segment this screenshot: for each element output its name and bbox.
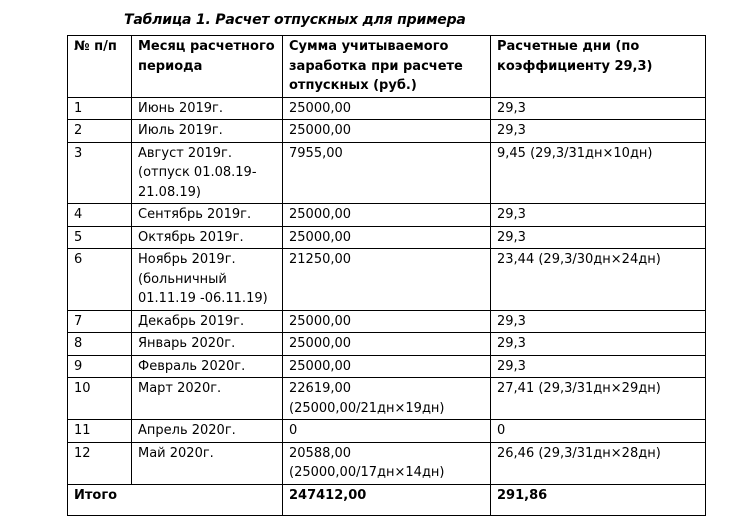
table-row [68,378,706,420]
cell-days: 27,41 (29,3/31дн×29дн) [491,378,706,420]
cell-days: 0 [491,420,706,443]
table-row [68,120,706,143]
cell-days: 29,3 [491,97,706,120]
cell-num: 8 [68,333,132,356]
header-month: Месяц расчетного периода [132,36,283,98]
vacation-pay-table [67,35,706,516]
cell-days: 23,44 (29,3/30дн×24дн) [491,249,706,311]
cell-sum: 25000,00 [283,226,491,249]
cell-month: Июль 2019г. [132,120,283,143]
table-row [68,333,706,356]
cell-month: Декабрь 2019г. [132,310,283,333]
cell-month: Март 2020г. [132,378,283,420]
cell-sum: 7955,00 [283,142,491,204]
header-sum: Сумма учитываемого заработка при расчете отпускных (руб.) [283,36,491,98]
cell-num: 7 [68,310,132,333]
cell-num: 2 [68,120,132,143]
table-row [68,249,706,311]
table-caption: Таблица 1. Расчет отпускных для примера [124,12,466,28]
total-label: Итого [68,484,283,515]
cell-month: Январь 2020г. [132,333,283,356]
cell-sum: 22619,00 (25000,00/21дн×19дн) [283,378,491,420]
cell-days: 29,3 [491,226,706,249]
cell-sum: 0 [283,420,491,443]
table-row [68,97,706,120]
table-row [68,420,706,443]
cell-num: 11 [68,420,132,443]
cell-sum: 25000,00 [283,204,491,227]
cell-days: 29,3 [491,204,706,227]
table-row [68,226,706,249]
total-row [68,484,706,515]
cell-sum: 25000,00 [283,120,491,143]
header-num: № п/п [68,36,132,98]
cell-sum: 21250,00 [283,249,491,311]
cell-days: 29,3 [491,355,706,378]
cell-month: Ноябрь 2019г. (больничный 01.11.19 -06.11.19) [132,249,283,311]
cell-month: Сентябрь 2019г. [132,204,283,227]
table-row [68,310,706,333]
cell-days: 29,3 [491,310,706,333]
cell-num: 4 [68,204,132,227]
cell-month: Август 2019г. (отпуск 01.08.19-21.08.19) [132,142,283,204]
total-sum: 247412,00 [283,484,491,515]
cell-days: 9,45 (29,3/31дн×10дн) [491,142,706,204]
cell-days: 26,46 (29,3/31дн×28дн) [491,442,706,484]
cell-sum: 25000,00 [283,333,491,356]
cell-month: Апрель 2020г. [132,420,283,443]
table-header-row [68,36,706,98]
cell-month: Октябрь 2019г. [132,226,283,249]
table-row [68,142,706,204]
cell-sum: 25000,00 [283,310,491,333]
table-row [68,204,706,227]
cell-num: 9 [68,355,132,378]
cell-num: 10 [68,378,132,420]
cell-num: 5 [68,226,132,249]
cell-num: 3 [68,142,132,204]
cell-month: Февраль 2020г. [132,355,283,378]
header-days: Расчетные дни (по коэффициенту 29,3) [491,36,706,98]
cell-num: 1 [68,97,132,120]
cell-sum: 25000,00 [283,97,491,120]
cell-month: Май 2020г. [132,442,283,484]
cell-days: 29,3 [491,333,706,356]
cell-num: 12 [68,442,132,484]
table-row [68,355,706,378]
cell-sum: 20588,00 (25000,00/17дн×14дн) [283,442,491,484]
total-days: 291,86 [491,484,706,515]
cell-num: 6 [68,249,132,311]
cell-month: Июнь 2019г. [132,97,283,120]
cell-days: 29,3 [491,120,706,143]
cell-sum: 25000,00 [283,355,491,378]
table-row [68,442,706,484]
